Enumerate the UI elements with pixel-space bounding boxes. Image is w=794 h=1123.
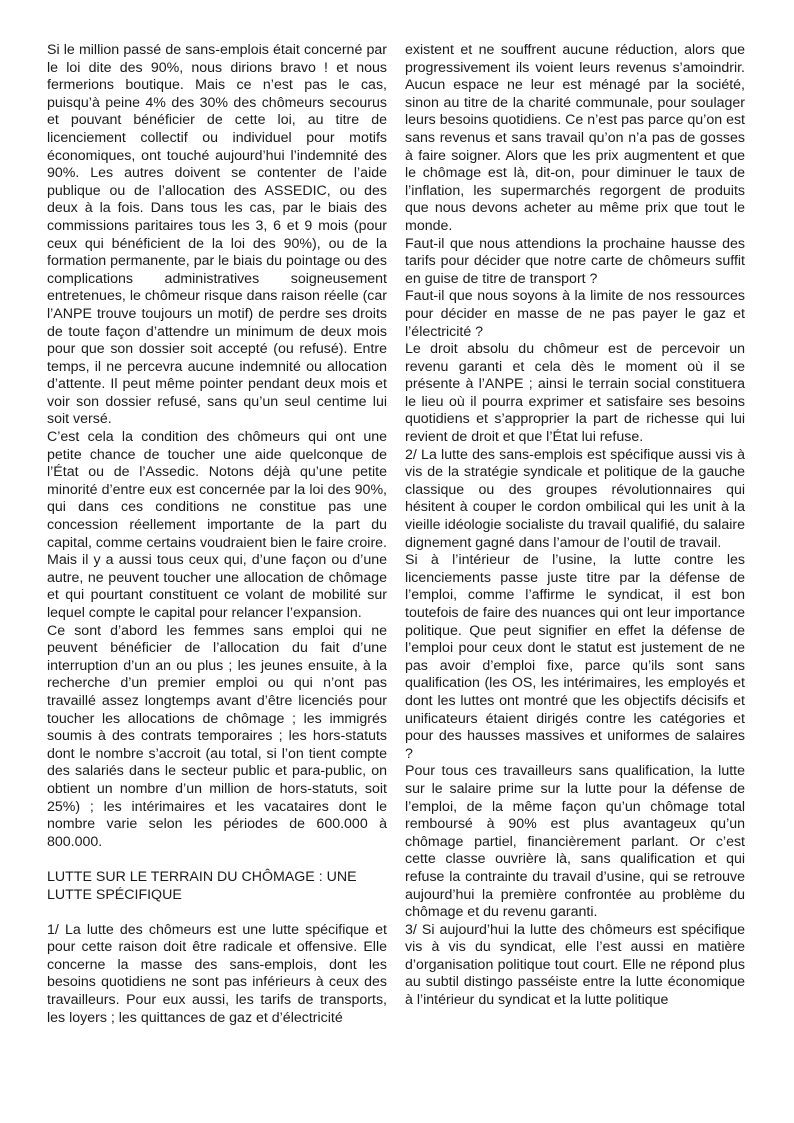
paragraph: Faut-il que nous attendions la prochaine hausse des tarifs pour décider que notre carte de chômeurs suffit en guise de titre de transport ? [405,235,745,287]
paragraph: Ce sont d’abord les femmes sans emploi qui ne peuvent bénéficier de l’allocation du fait d’une interruption d’un an ou plus ; les jeunes ensuite, à la recherche d’un premier emploi ou qui n’ont pas travaillé assez longtemps avant d’être licenciés pour toucher les allocations de chômage ; les immigrés soumis à des contrats temporaires ; les hors-statuts dont le nombre s’accroit (au total, si l’on tient compte des salariés dans le secteur public et para-public, on obtient un nombre d’un million de hors-statuts, soit 25%) ; les intérimaires et les vacataires dont le nombre varie selon les périodes de 600.000 à 800.000. [47,622,387,850]
paragraph: Faut-il que nous soyons à la limite de nos ressources pour décider en masse de ne pas payer le gaz et l’électricité ? [405,288,745,340]
paragraph: 2/ La lutte des sans-emplois est spécifique aussi vis à vis de la stratégie syndicale et politique de la gauche classique ou des groupes révolutionnaires qui hésitent à couper le cordon ombilical qui les unit à la vieille idéologie socialiste du travail qualifié, du salaire dignement gagné dans l’amour de l’outil de travail. [405,446,745,551]
right-column [405,42,745,1010]
section-heading: LUTTE SUR LE TERRAIN DU CHÔMAGE : UNE LUTTE SPÉCIFIQUE [47,868,357,903]
left-column [47,42,387,1027]
paragraph: C’est cela la condition des chômeurs qui ont une petite chance de toucher une aide quelconque de l’État ou de l’Assedic. Notons déjà qu’une petite minorité d’entre eux est concernée par la loi des 90%, qui dans ces conditions ne constitue pas une concession réellement importante de la part du capital, comme certains voudraient bien le faire croire. Mais il y a aussi tous ceux qui, d’une façon ou d’une autre, ne peuvent toucher une allocation de chômage et qui pourtant constituent ce volant de mobilité sur lequel compte le capital pour relancer l’expansion. [47,429,387,621]
paragraph: Pour tous ces travailleurs sans qualification, la lutte sur le salaire prime sur la lutte pour la défense de l’emploi, de la même façon qu’un chômage total remboursé à 90% est plus avantageux qu’un chômage partiel, financièrement parlant. Or c’est cette classe ouvrière là, sans qualification et qui refuse la contrainte du travail d’usine, qui se retrouve aujourd’hui la première confrontée au problème du chômage et du revenu garanti. [405,763,745,921]
paragraph: Si à l’intérieur de l’usine, la lutte contre les licenciements passe juste titre par la défense de l’emploi, comme l’affirme le syndicat, il est bon toutefois de faire des nuances qui ont leur importance politique. Que peut signifier en effet la défense de l’emploi pour ceux dont le statut est justement de ne pas avoir d’emploi fixe, parce qu’ils sont sans qualification (les OS, les intérimaires, les employés et dont les luttes ont montré que les objectifs décisifs et unificateurs étaient dirigés contre les catégories et pour des hausses massives et uniformes de salaires ? [405,552,745,762]
paragraph: 1/ La lutte des chômeurs est une lutte spécifique et pour cette raison doit être radicale et offensive. Elle concerne la masse des sans-emplois, dont les besoins quotidiens ne sont pas inférieurs à ceux des travailleurs. Pour eux aussi, les tarifs de transports, les loyers ; les quittances de gaz et d’électricité [47,921,387,1026]
paragraph: 3/ Si aujourd’hui la lutte des chômeurs est spécifique vis à vis du syndicat, elle l’est aussi en matière d’organisation politique tout court. Elle ne répond plus au subtil distingo passéiste entre la lutte économique à l’intérieur du syndicat et la lutte politique [405,921,745,1009]
paragraph: Le droit absolu du chômeur est de percevoir un revenu garanti et cela dès le moment où il se présente à l’ANPE ; ainsi le terrain social constituera le lieu où il pourra exprimer et satisfaire ses besoins quotidiens et s’approprier la part de richesse qui lui revient de droit et que l’État lui refuse. [405,341,745,446]
spacer [47,904,387,922]
spacer [47,851,387,869]
paragraph: existent et ne souffrent aucune réduction, alors que progressivement ils voient leurs revenus s’amoindrir. Aucun espace ne leur est ménagé par la société, sinon au titre de la charité communale, pour soulager leurs besoins quotidiens. Ce n’est pas parce qu’on est sans revenus et sans travail qu’on n’a pas de gosses à faire soigner. Alors que les prix augmentent et que le chômage est là, dit-on, pour diminuer le taux de l’inflation, les supermarchés regorgent de produits que nous devons acheter au même prix que tout le monde. [405,42,745,234]
paragraph: Si le million passé de sans-emplois était concerné par le loi dite des 90%, nous dirions bravo ! et nous fermerions boutique. Mais ce n’est pas le cas, puisqu’à peine 4% des 30% des chômeurs secourus et pouvant bénéficier de cette loi, au titre de licenciement collectif ou individuel pour motifs économiques, ont touché aujourd’hui l’indemnité des 90%. Les autres doivent se contenter de l’aide publique ou de l’allocation des ASSEDIC, ou des deux à la fois. Dans tous les cas, par le biais des commissions paritaires tous les 3, 6 et 9 mois (pour ceux qui bénéficient de la loi des 90%), ou de la formation permanente, par le biais du pointage ou des complications administratives soigneusement entretenues, le chômeur risque dans raison réelle (car l’ANPE trouve toujours un motif) de perdre ses droits de toute façon d’attendre un minimum de deux mois pour que son dossier soit accepté (ou refusé). Entre temps, il ne percevra aucune indemnité ou allocation d’attente. Il peut même pointer pendant deux mois et voir son dossier refusé, sans qu’un seul centime lui soit versé. [47,42,387,428]
